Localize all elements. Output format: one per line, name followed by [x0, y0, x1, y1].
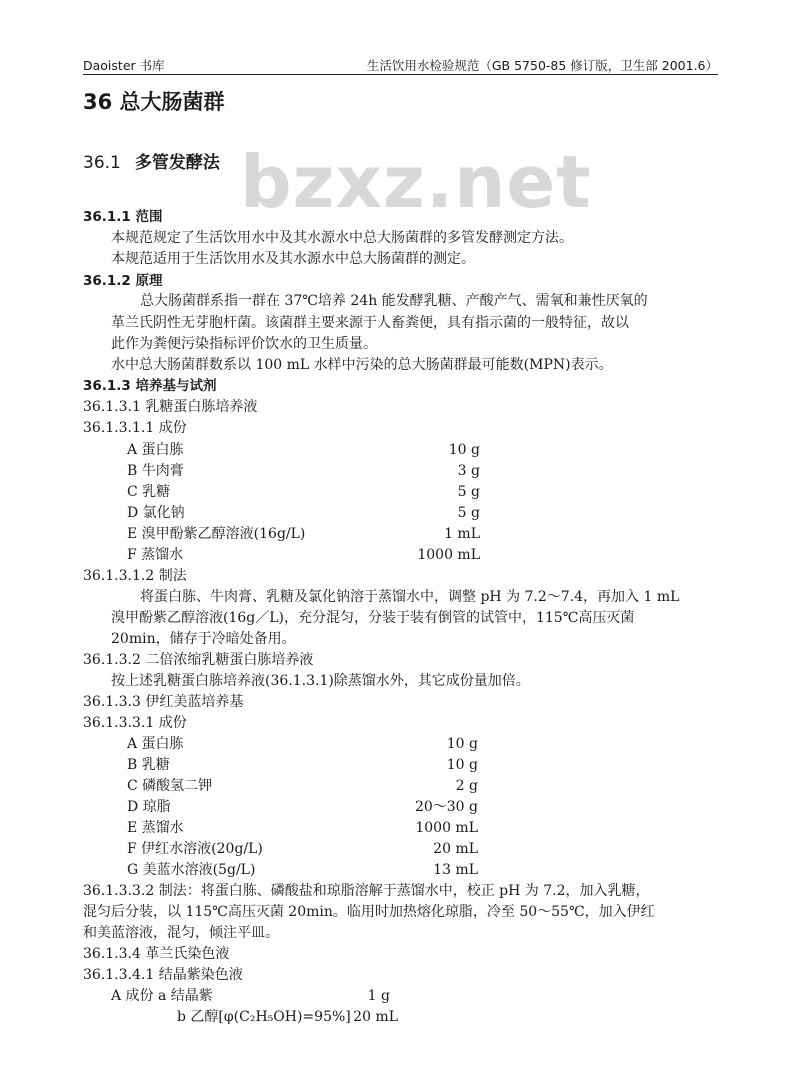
- ingredient-label: D 琼脂: [127, 799, 171, 815]
- medium-3-heading: 36.1.3.3 伊红美蓝培养基: [83, 694, 244, 710]
- page-title: 36 总大肠菌群: [83, 90, 225, 114]
- ingredient-amount: 13 mL: [433, 862, 478, 878]
- medium-3-prep-line-2: 混匀后分装，以 115℃高压灭菌 20min。临用时加热熔化琼脂，冷至 50～55℃，加入伊红: [83, 904, 655, 920]
- section-title: 多管发酵法: [134, 153, 220, 173]
- principle-heading: 36.1.2 原理: [83, 273, 163, 289]
- stain-ingredient-a-amount: 1 g: [367, 988, 390, 1004]
- header-left: Daoister 书库: [83, 58, 165, 73]
- ingredient-label: B 乳糖: [127, 757, 170, 773]
- medium-1-prep-line-1: 将蛋白胨、牛肉膏、乳糖及氯化钠溶于蒸馏水中，调整 pH 为 7.2～7.4，再加入 1 mL: [140, 589, 680, 605]
- medium-1-heading: 36.1.3.1 乳糖蛋白胨培养液: [83, 399, 258, 415]
- scope-para-1: 本规范规定了生活饮用水中及其水源水中总大肠菌群的多管发酵测定方法。: [111, 230, 573, 246]
- ingredient-label: E 溴甲酚紫乙醇溶液(16g/L): [127, 526, 306, 542]
- ingredient-amount: 3 g: [457, 463, 480, 479]
- ingredient-amount: 1000 mL: [417, 547, 480, 563]
- ingredient-label: A 蛋白胨: [127, 442, 184, 458]
- section-heading: [83, 148, 220, 173]
- ingredient-amount: 1 mL: [444, 526, 480, 542]
- header-right: 生活饮用水检验规范（GB 5750-85 修订版，卫生部 2001.6）: [366, 58, 718, 73]
- medium-4-sub-heading: 36.1.3.4.1 结晶紫染色液: [83, 967, 243, 983]
- ingredient-label: F 蒸馏水: [127, 547, 184, 563]
- ingredient-amount: 20 mL: [433, 841, 478, 857]
- medium-1-prep-line-3: 20min，储存于冷暗处备用。: [111, 631, 296, 647]
- medium-3-composition-heading: 36.1.3.3.1 成份: [83, 715, 187, 731]
- principle-line-2: 革兰氏阴性无芽胞杆菌。该菌群主要来源于人畜粪便，具有指示菌的一般特征，故以: [111, 315, 629, 331]
- ingredient-label: B 牛肉膏: [127, 463, 184, 479]
- ingredient-label: F 伊红水溶液(20g/L): [127, 841, 263, 857]
- ingredient-amount: 2 g: [455, 778, 478, 794]
- principle-line-3: 此作为粪便污染指标评价饮水的卫生质量。: [111, 336, 377, 352]
- ingredient-amount: 10 g: [448, 442, 480, 458]
- ingredient-label: A 蛋白胨: [127, 736, 184, 752]
- ingredient-label: C 磷酸氢二钾: [127, 778, 213, 794]
- medium-1-prep-heading: 36.1.3.1.2 制法: [83, 568, 187, 584]
- principle-line-4: 水中总大肠菌群数系以 100 mL 水样中污染的总大肠菌群最可能数(MPN)表示。: [111, 357, 613, 373]
- scope-heading: 36.1.1 范围: [83, 209, 163, 225]
- medium-1-composition-heading: 36.1.3.1.1 成份: [83, 420, 187, 436]
- ingredient-label: G 美蓝水溶液(5g/L): [127, 862, 256, 878]
- ingredient-amount: 10 g: [446, 757, 478, 773]
- medium-2-text: 按上述乳糖蛋白胨培养液(36.1.3.1)除蒸馏水外，其它成份量加倍。: [111, 673, 530, 689]
- principle-line-1: 总大肠菌群系指一群在 37℃培养 24h 能发酵乳糖、产酸产气、需氧和兼性厌氧的: [140, 293, 648, 309]
- medium-3-prep-line-1: 36.1.3.3.2 制法：将蛋白胨、磷酸盐和琼脂溶解于蒸馏水中，校正 pH 为 7.2，加入乳糖，: [83, 883, 650, 899]
- scope-para-2: 本规范适用于生活饮用水及其水源水中总大肠菌群的测定。: [111, 251, 475, 267]
- ingredient-amount: 20～30 g: [414, 799, 478, 815]
- medium-2-heading: 36.1.3.2 二倍浓缩乳糖蛋白胨培养液: [83, 652, 314, 668]
- media-heading: 36.1.3 培养基与试剂: [83, 378, 217, 394]
- stain-ingredient-b-amount: 20 mL: [353, 1009, 398, 1025]
- ingredient-amount: 5 g: [457, 505, 480, 521]
- section-number: 36.1: [83, 153, 121, 173]
- medium-3-prep-line-3: 和美蓝溶液，混匀，倾注平皿。: [83, 925, 279, 941]
- ingredient-amount: 5 g: [457, 484, 480, 500]
- ingredient-label: C 乳糖: [127, 484, 171, 500]
- ingredient-label: E 蒸馏水: [127, 820, 184, 836]
- ingredient-amount: 1000 mL: [415, 820, 478, 836]
- header-rule: [83, 74, 718, 75]
- stain-ingredient-b-label: b 乙醇[φ(C₂H₅OH)=95%]: [177, 1009, 351, 1025]
- stain-ingredient-a-label: A 成份 a 结晶紫: [111, 988, 213, 1004]
- medium-4-heading: 36.1.3.4 革兰氏染色液: [83, 946, 230, 962]
- ingredient-label: D 氯化钠: [127, 505, 185, 521]
- watermark: bzxz.net: [240, 140, 592, 224]
- ingredient-amount: 10 g: [446, 736, 478, 752]
- medium-1-prep-line-2: 溴甲酚紫乙醇溶液(16g／L)，充分混匀，分装于装有倒管的试管中，115℃高压灭菌: [111, 610, 635, 626]
